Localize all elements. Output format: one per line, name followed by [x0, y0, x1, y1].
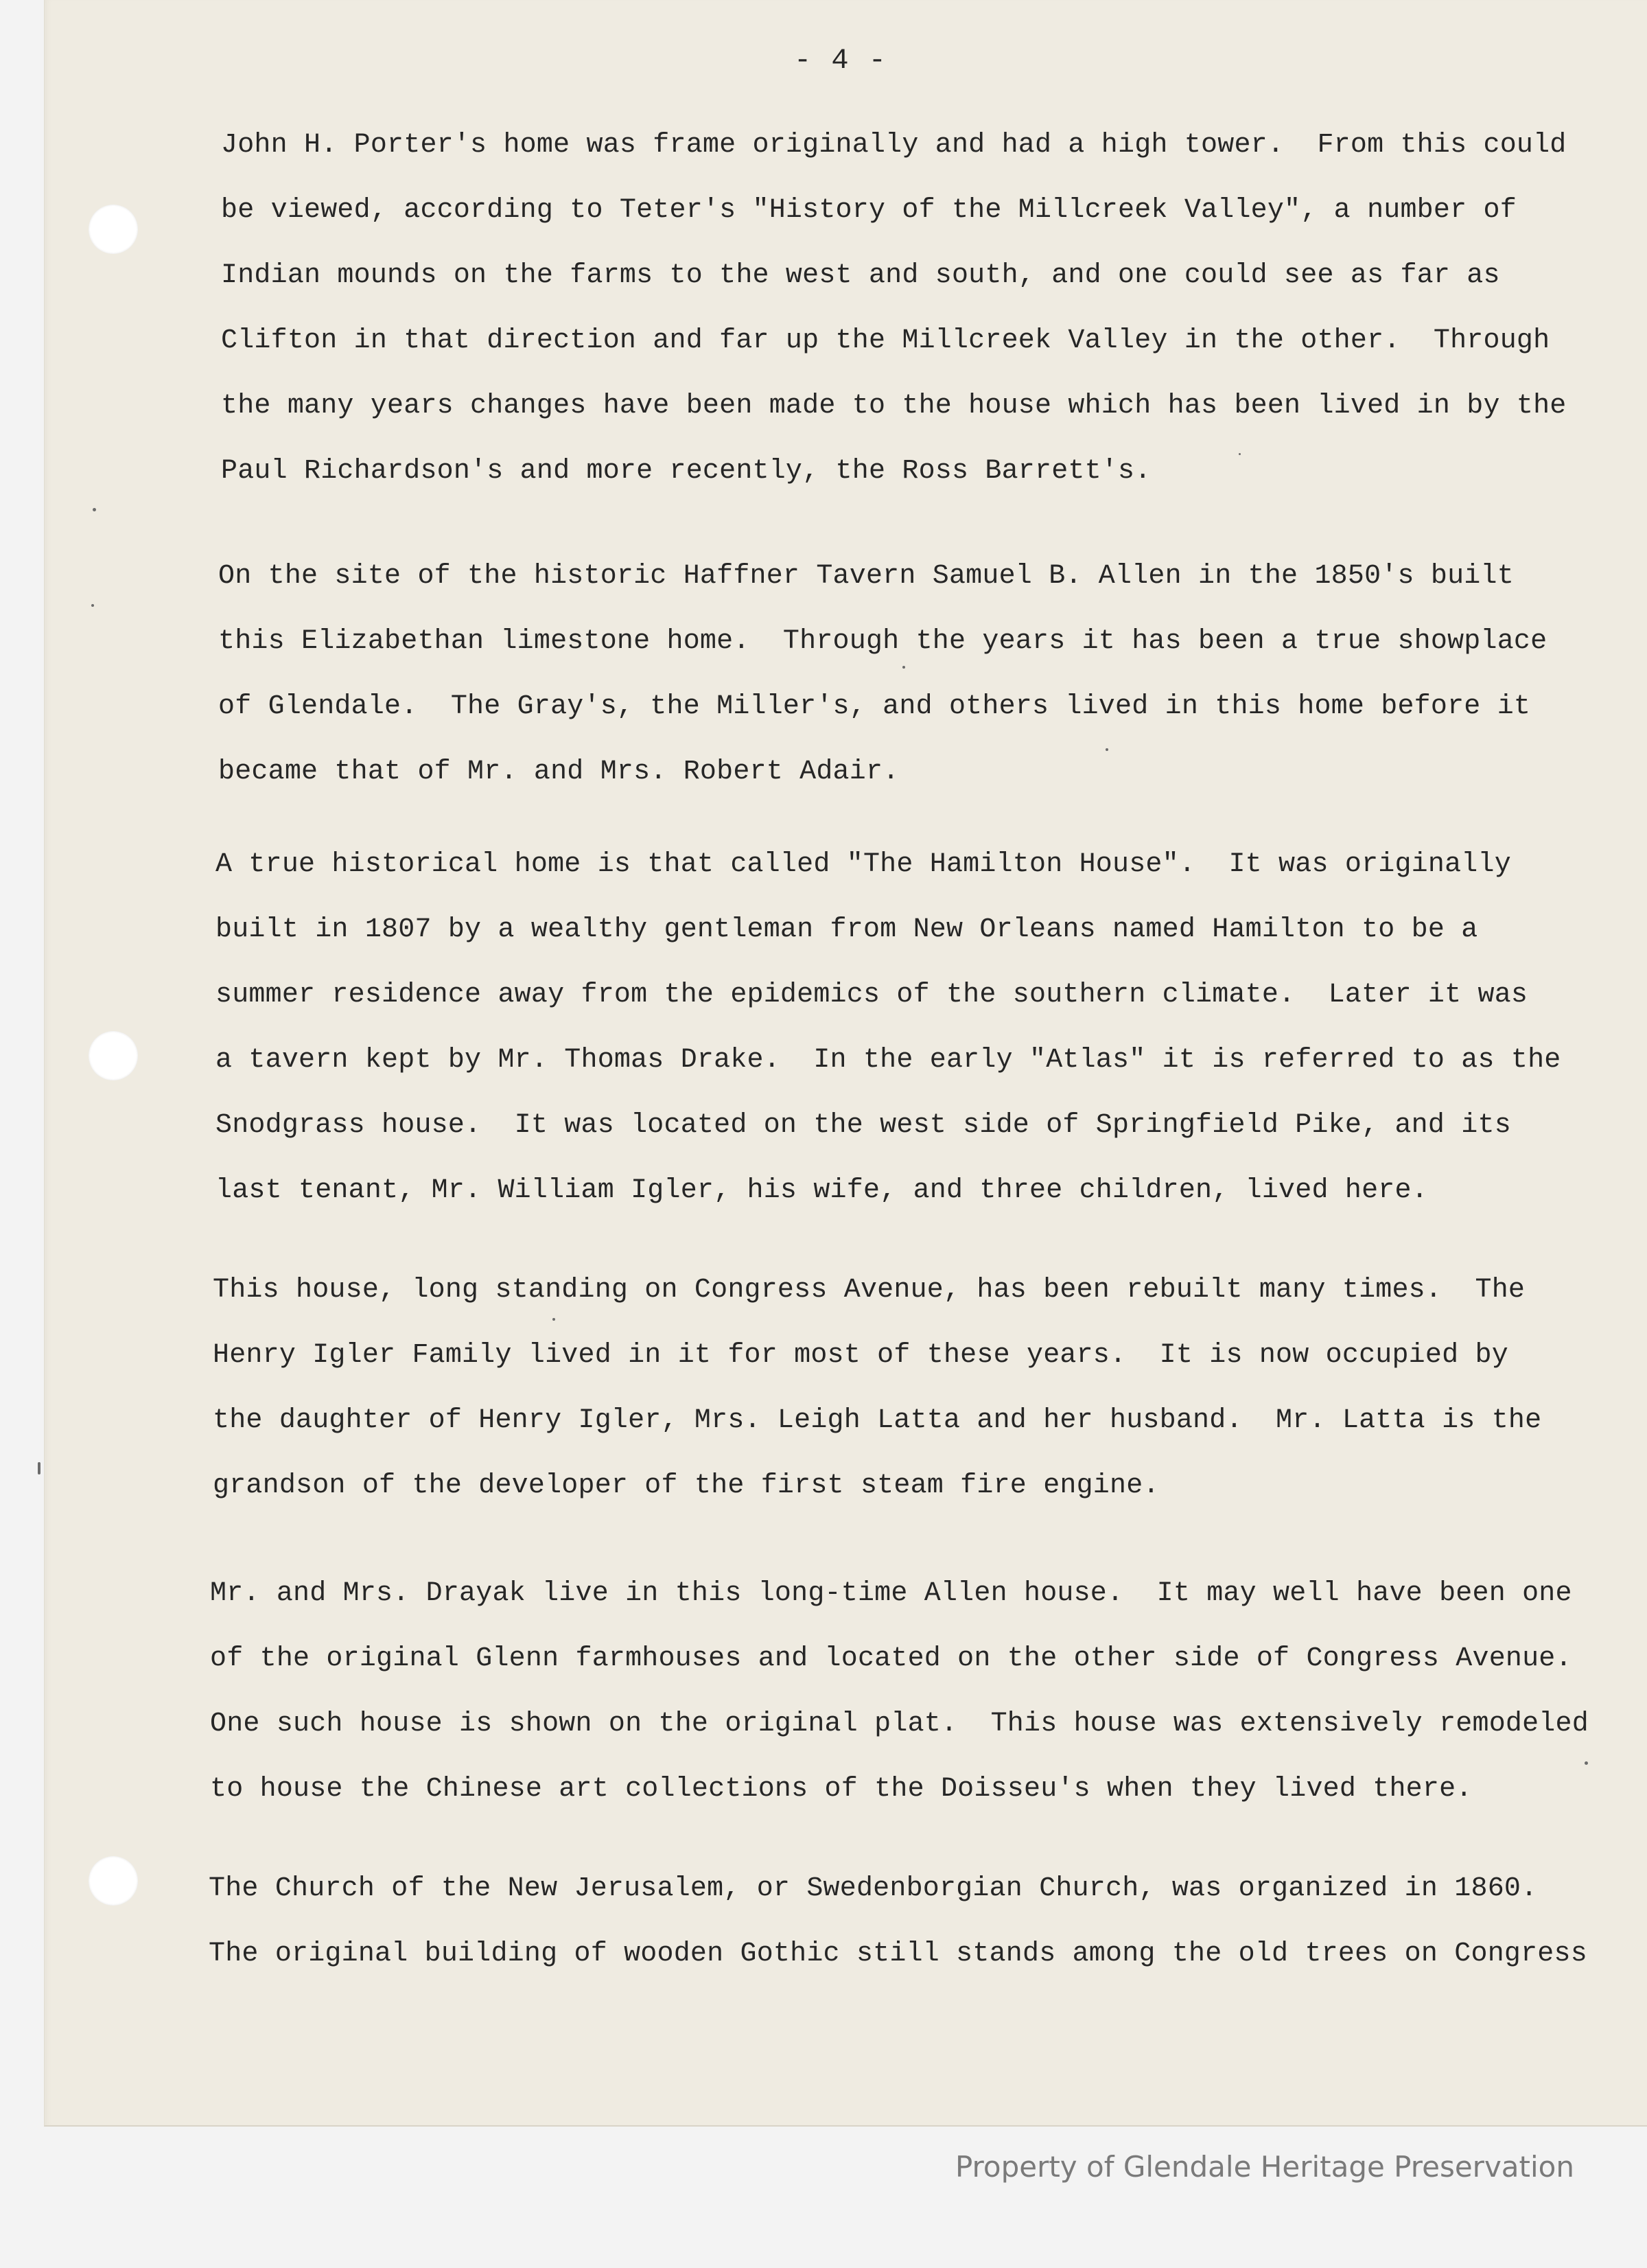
- text-line: the many years changes have been made to the house which has been lived in by the: [221, 391, 1567, 421]
- paper-speck: [91, 604, 94, 607]
- binder-hole-middle: [89, 1031, 138, 1080]
- paper-speck: [93, 508, 96, 511]
- text-line: A true historical home is that called "The Hamilton House". It was originally: [215, 849, 1511, 880]
- paragraph-porter-home: [221, 113, 1567, 504]
- text-line: Henry Igler Family lived in it for most of these years. It is now occupied by: [213, 1340, 1508, 1371]
- text-line: grandson of the developer of the first steam fire engine.: [213, 1470, 1160, 1501]
- binder-hole-bottom: [89, 1856, 138, 1906]
- text-line: of the original Glenn farmhouses and located on the other side of Congress Avenue.: [210, 1643, 1572, 1674]
- paragraph-haffner-tavern: [218, 544, 1547, 805]
- paper-speck: [38, 1462, 40, 1474]
- paragraph-allen-house: [210, 1561, 1589, 1822]
- binder-hole-top: [89, 205, 138, 254]
- paragraph-new-jerusalem-church: [209, 1856, 1587, 1987]
- text-line: This house, long standing on Congress Avenue, has been rebuilt many times. The: [213, 1275, 1526, 1306]
- text-line: a tavern kept by Mr. Thomas Drake. In the early "Atlas" it is referred to as the: [215, 1045, 1561, 1076]
- paragraph-hamilton-house: [215, 832, 1561, 1223]
- text-line: One such house is shown on the original plat. This house was extensively remodeled: [210, 1709, 1589, 1739]
- text-line: to house the Chinese art collections of the Doisseu's when they lived there.: [210, 1774, 1473, 1805]
- text-line: this Elizabethan limestone home. Through the years it has been a true showplace: [218, 626, 1547, 657]
- text-line: summer residence away from the epidemics of the southern climate. Later it was: [215, 980, 1528, 1010]
- text-line: be viewed, according to Teter's "History of the Millcreek Valley", a number of: [221, 195, 1517, 226]
- text-line: the daughter of Henry Igler, Mrs. Leigh Latta and her husband. Mr. Latta is the: [213, 1405, 1542, 1436]
- text-line: Paul Richardson's and more recently, the Ross Barrett's.: [221, 456, 1152, 487]
- text-line: Indian mounds on the farms to the west and south, and one could see as far as: [221, 260, 1500, 291]
- page-number: - 4 -: [793, 44, 888, 77]
- text-line: built in 1807 by a wealthy gentleman from New Orleans named Hamilton to be a: [215, 914, 1478, 945]
- text-line: of Glendale. The Gray's, the Miller's, and others lived in this home before it: [218, 691, 1531, 722]
- text-line: Snodgrass house. It was located on the west side of Springfield Pike, and its: [215, 1110, 1511, 1141]
- text-line: Clifton in that direction and far up the Millcreek Valley in the other. Through: [221, 325, 1550, 356]
- ownership-watermark: Property of Glendale Heritage Preservation: [955, 2150, 1574, 2184]
- text-line: John H. Porter's home was frame originally and had a high tower. From this could: [221, 130, 1567, 161]
- text-line: The original building of wooden Gothic still stands among the old trees on Congress: [209, 1939, 1587, 1969]
- paragraph-igler-house: [213, 1258, 1541, 1518]
- text-line: The Church of the New Jerusalem, or Swedenborgian Church, was organized in 1860.: [209, 1873, 1538, 1904]
- text-line: Mr. and Mrs. Drayak live in this long-time Allen house. It may well have been one: [210, 1578, 1572, 1609]
- text-line: On the site of the historic Haffner Tavern Samuel B. Allen in the 1850's built: [218, 561, 1514, 592]
- text-line: became that of Mr. and Mrs. Robert Adair.: [218, 756, 900, 787]
- text-line: last tenant, Mr. William Igler, his wife, and three children, lived here.: [215, 1175, 1428, 1206]
